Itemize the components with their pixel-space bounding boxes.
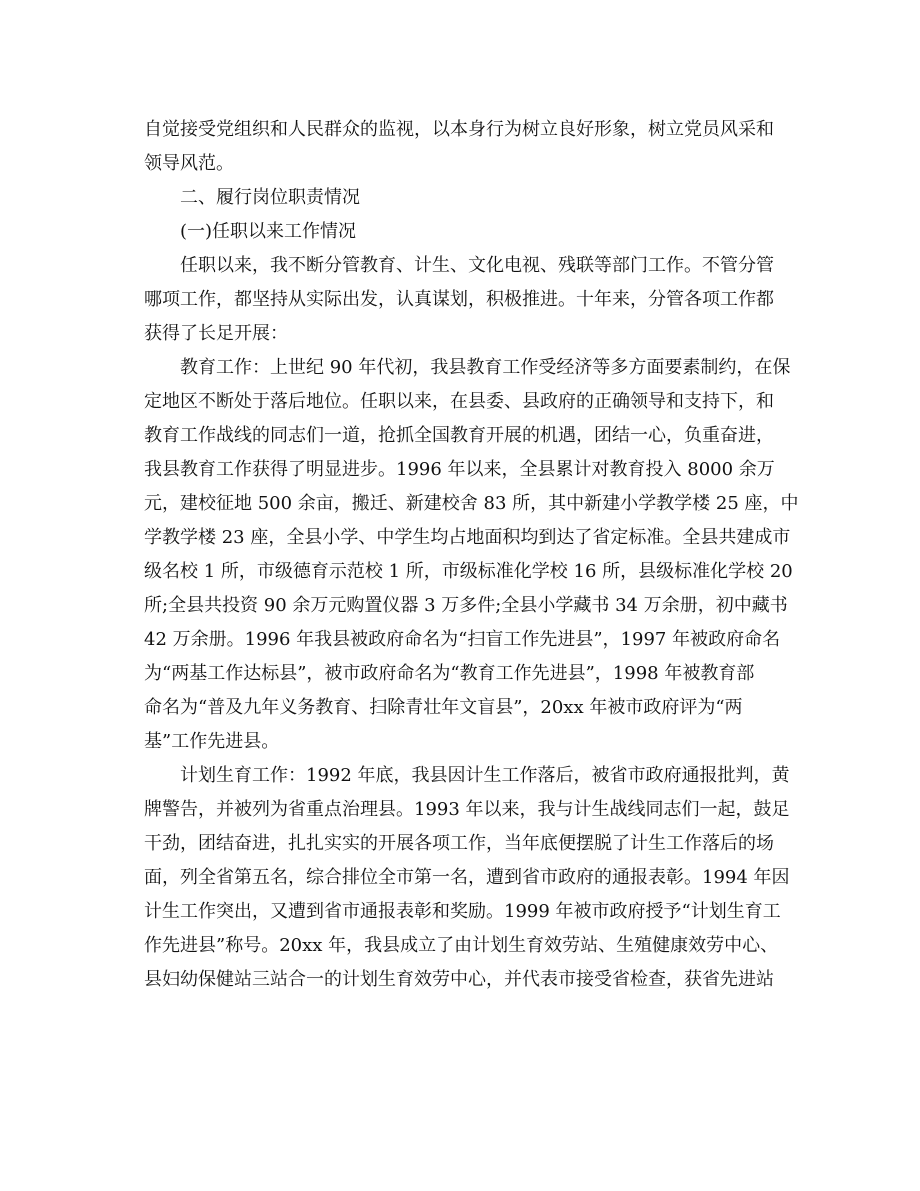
text-line: 哪项工作，都坚持从实际出发，认真谋划，积极推进。十年来，分管各项工作都 <box>144 289 774 310</box>
text-line: 领导风范。 <box>144 153 234 174</box>
text-line: 计划生育工作：1992 年底，我县因计生工作落后，被省市政府通报批判，黄 <box>180 765 790 786</box>
text-line: 县妇幼保健站三站合一的计划生育效劳中心，并代表市接受省检查，获省先进站 <box>144 969 774 990</box>
text-line: 我县教育工作获得了明显进步。1996 年以来，全县累计对教育投入 8000 余万 <box>144 459 775 480</box>
text-line: 面，列全省第五名，综合排位全市第一名，遭到省市政府的通报表彰。1994 年因 <box>144 867 790 888</box>
text-line: 教育工作战线的同志们一道，抢抓全国教育开展的机遇，团结一心，负重奋进， <box>144 425 774 446</box>
text-line: 二、履行岗位职责情况 <box>180 187 360 208</box>
text-line: 教育工作：上世纪 90 年代初，我县教育工作受经济等多方面要素制约，在保 <box>180 357 791 378</box>
text-line: 作先进县”称号。20xx 年，我县成立了由计划生育效劳站、生殖健康效劳中心、 <box>144 935 779 956</box>
text-line: 所;全县共投资 90 余万元购置仪器 3 万多件;全县小学藏书 34 万余册，初中藏书 <box>144 595 788 616</box>
text-line: 干劲，团结奋进，扎扎实实的开展各项工作，当年底便摆脱了计生工作落后的场 <box>144 833 774 854</box>
text-line: 获得了长足开展： <box>144 323 288 344</box>
text-line: 计生工作突出，又遭到省市通报表彰和奖励。1999 年被市政府授予“计划生育工 <box>144 901 781 922</box>
text-line: 自觉接受党组织和人民群众的监视，以本身行为树立良好形象，树立党员风采和 <box>144 119 774 140</box>
text-line: 元，建校征地 500 余亩，搬迁、新建校舍 83 所，其中新建小学教学楼 25 座，中 <box>144 493 799 514</box>
text-line: 学教学楼 23 座，全县小学、中学生均占地面积均到达了省定标准。全县共建成市 <box>144 527 791 548</box>
text-line: 基”工作先进县。 <box>144 731 280 752</box>
document-body <box>144 113 799 997</box>
text-line: 定地区不断处于落后地位。任职以来，在县委、县政府的正确领导和支持下，和 <box>144 391 774 412</box>
text-line: (一)任职以来工作情况 <box>180 221 357 242</box>
text-line: 级名校 1 所，市级德育示范校 1 所，市级标准化学校 16 所，县级标准化学校 20 <box>144 561 793 582</box>
text-line: 42 万余册。1996 年我县被政府命名为“扫盲工作先进县”，1997 年被政府命名 <box>144 629 781 650</box>
text-line: 任职以来，我不断分管教育、计生、文化电视、残联等部门工作。不管分管 <box>180 255 774 276</box>
text-line: 牌警告，并被列为省重点治理县。1993 年以来，我与计生战线同志们一起，鼓足 <box>144 799 790 820</box>
text-line: 命名为“普及九年义务教育、扫除青壮年文盲县”，20xx 年被市政府评为“两 <box>144 697 743 718</box>
text-line: 为“两基工作达标县”，被市政府命名为“教育工作先进县”，1998 年被教育部 <box>144 663 755 684</box>
